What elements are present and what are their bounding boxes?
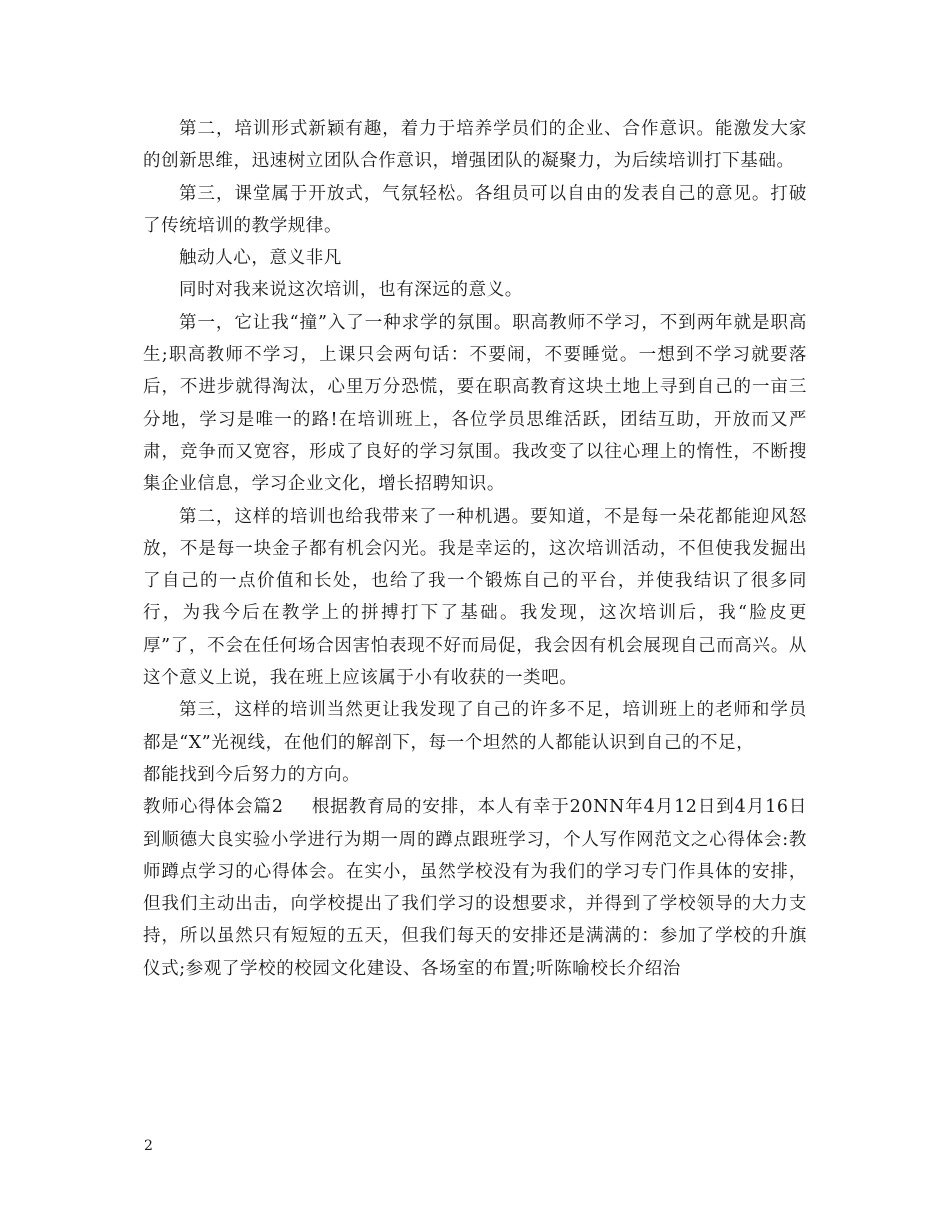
page-number: 2 (144, 1138, 153, 1154)
section-body-text: 根据教育局的安排，本人有幸于20NN年4月12日到4月16日到顺德大良实验小学进行为期一周的蹲点跟班学习，个人写作网范文之心得体会:教师蹲点学习的心得体会。在实小，虽然学校没有为我们的学习专门作具体的安排，但我们主动出击，向学校提出了我们学习的设想要求，并得到了学校领导的大力支持，所以虽然只有短短的五天，但我们每天的安排还是满满的：参加了学校的升旗仪式;参观了学校的校园文化建设、各场室的布置;听陈喻校长介绍治 (143, 797, 807, 979)
section-heading: 教师心得体会篇2 (143, 797, 284, 818)
paragraph-future-direction: 都能找到今后努力的方向。 (143, 764, 361, 785)
subheading-touching-hearts: 触动人心，意义非凡 (179, 248, 342, 269)
paragraph-second-opportunity: 第二，这样的培训也给我带来了一种机遇。要知道，不是每一朵花都能迎风怒放，不是每一块金子都有机会闪光。我是幸运的，这次培训活动，不但使我发掘出了自己的一点价值和长处，也给了我一个锻炼自己的平台，并使我结识了很多同行，为我今后在教学上的拼搏打下了基础。我发现，这次培训后，我“脸皮更厚”了，不会在任何场合因害怕表现不好而局促，我会因有机会展现自己而高兴。从这个意义上说，我在班上应该属于小有收获的一类吧。 (143, 506, 807, 689)
document-body (143, 113, 807, 985)
paragraph-classroom-open: 第三，课堂属于开放式，气氛轻松。各组员可以自由的发表自己的意见。打破了传统培训的教学规律。 (143, 183, 807, 236)
paragraph-significance: 同时对我来说这次培训，也有深远的意义。 (179, 280, 523, 301)
paragraph-first-learning-atmosphere: 第一，它让我“撞”入了一种求学的氛围。职高教师不学习，不到两年就是职高生;职高教师不学习，上课只会两句话：不要闹，不要睡觉。一想到不学习就要落后，不进步就得淘汰，心里万分恐慌，要在职高教育这块土地上寻到自己的一亩三分地，学习是唯一的路!在培训班上，各位学员思维活跃，团结互助，开放而又严肃，竞争而又宽容，形成了良好的学习氛围。我改变了以往心理上的惰性，不断搜集企业信息，学习企业文化，增长招聘知识。 (143, 312, 807, 495)
paragraph-training-form: 第二，培训形式新颖有趣，着力于培养学员们的企业、合作意识。能激发大家的创新思维，迅速树立团队合作意识，增强团队的凝聚力，为后续培训打下基础。 (143, 119, 807, 172)
paragraph-third-shortcomings: 第三，这样的培训当然更让我发现了自己的许多不足，培训班上的老师和学员都是“X”光视线，在他们的解剖下，每一个坦然的人都能认识到自己的不足， (143, 700, 807, 753)
section-paragraph (143, 791, 807, 985)
